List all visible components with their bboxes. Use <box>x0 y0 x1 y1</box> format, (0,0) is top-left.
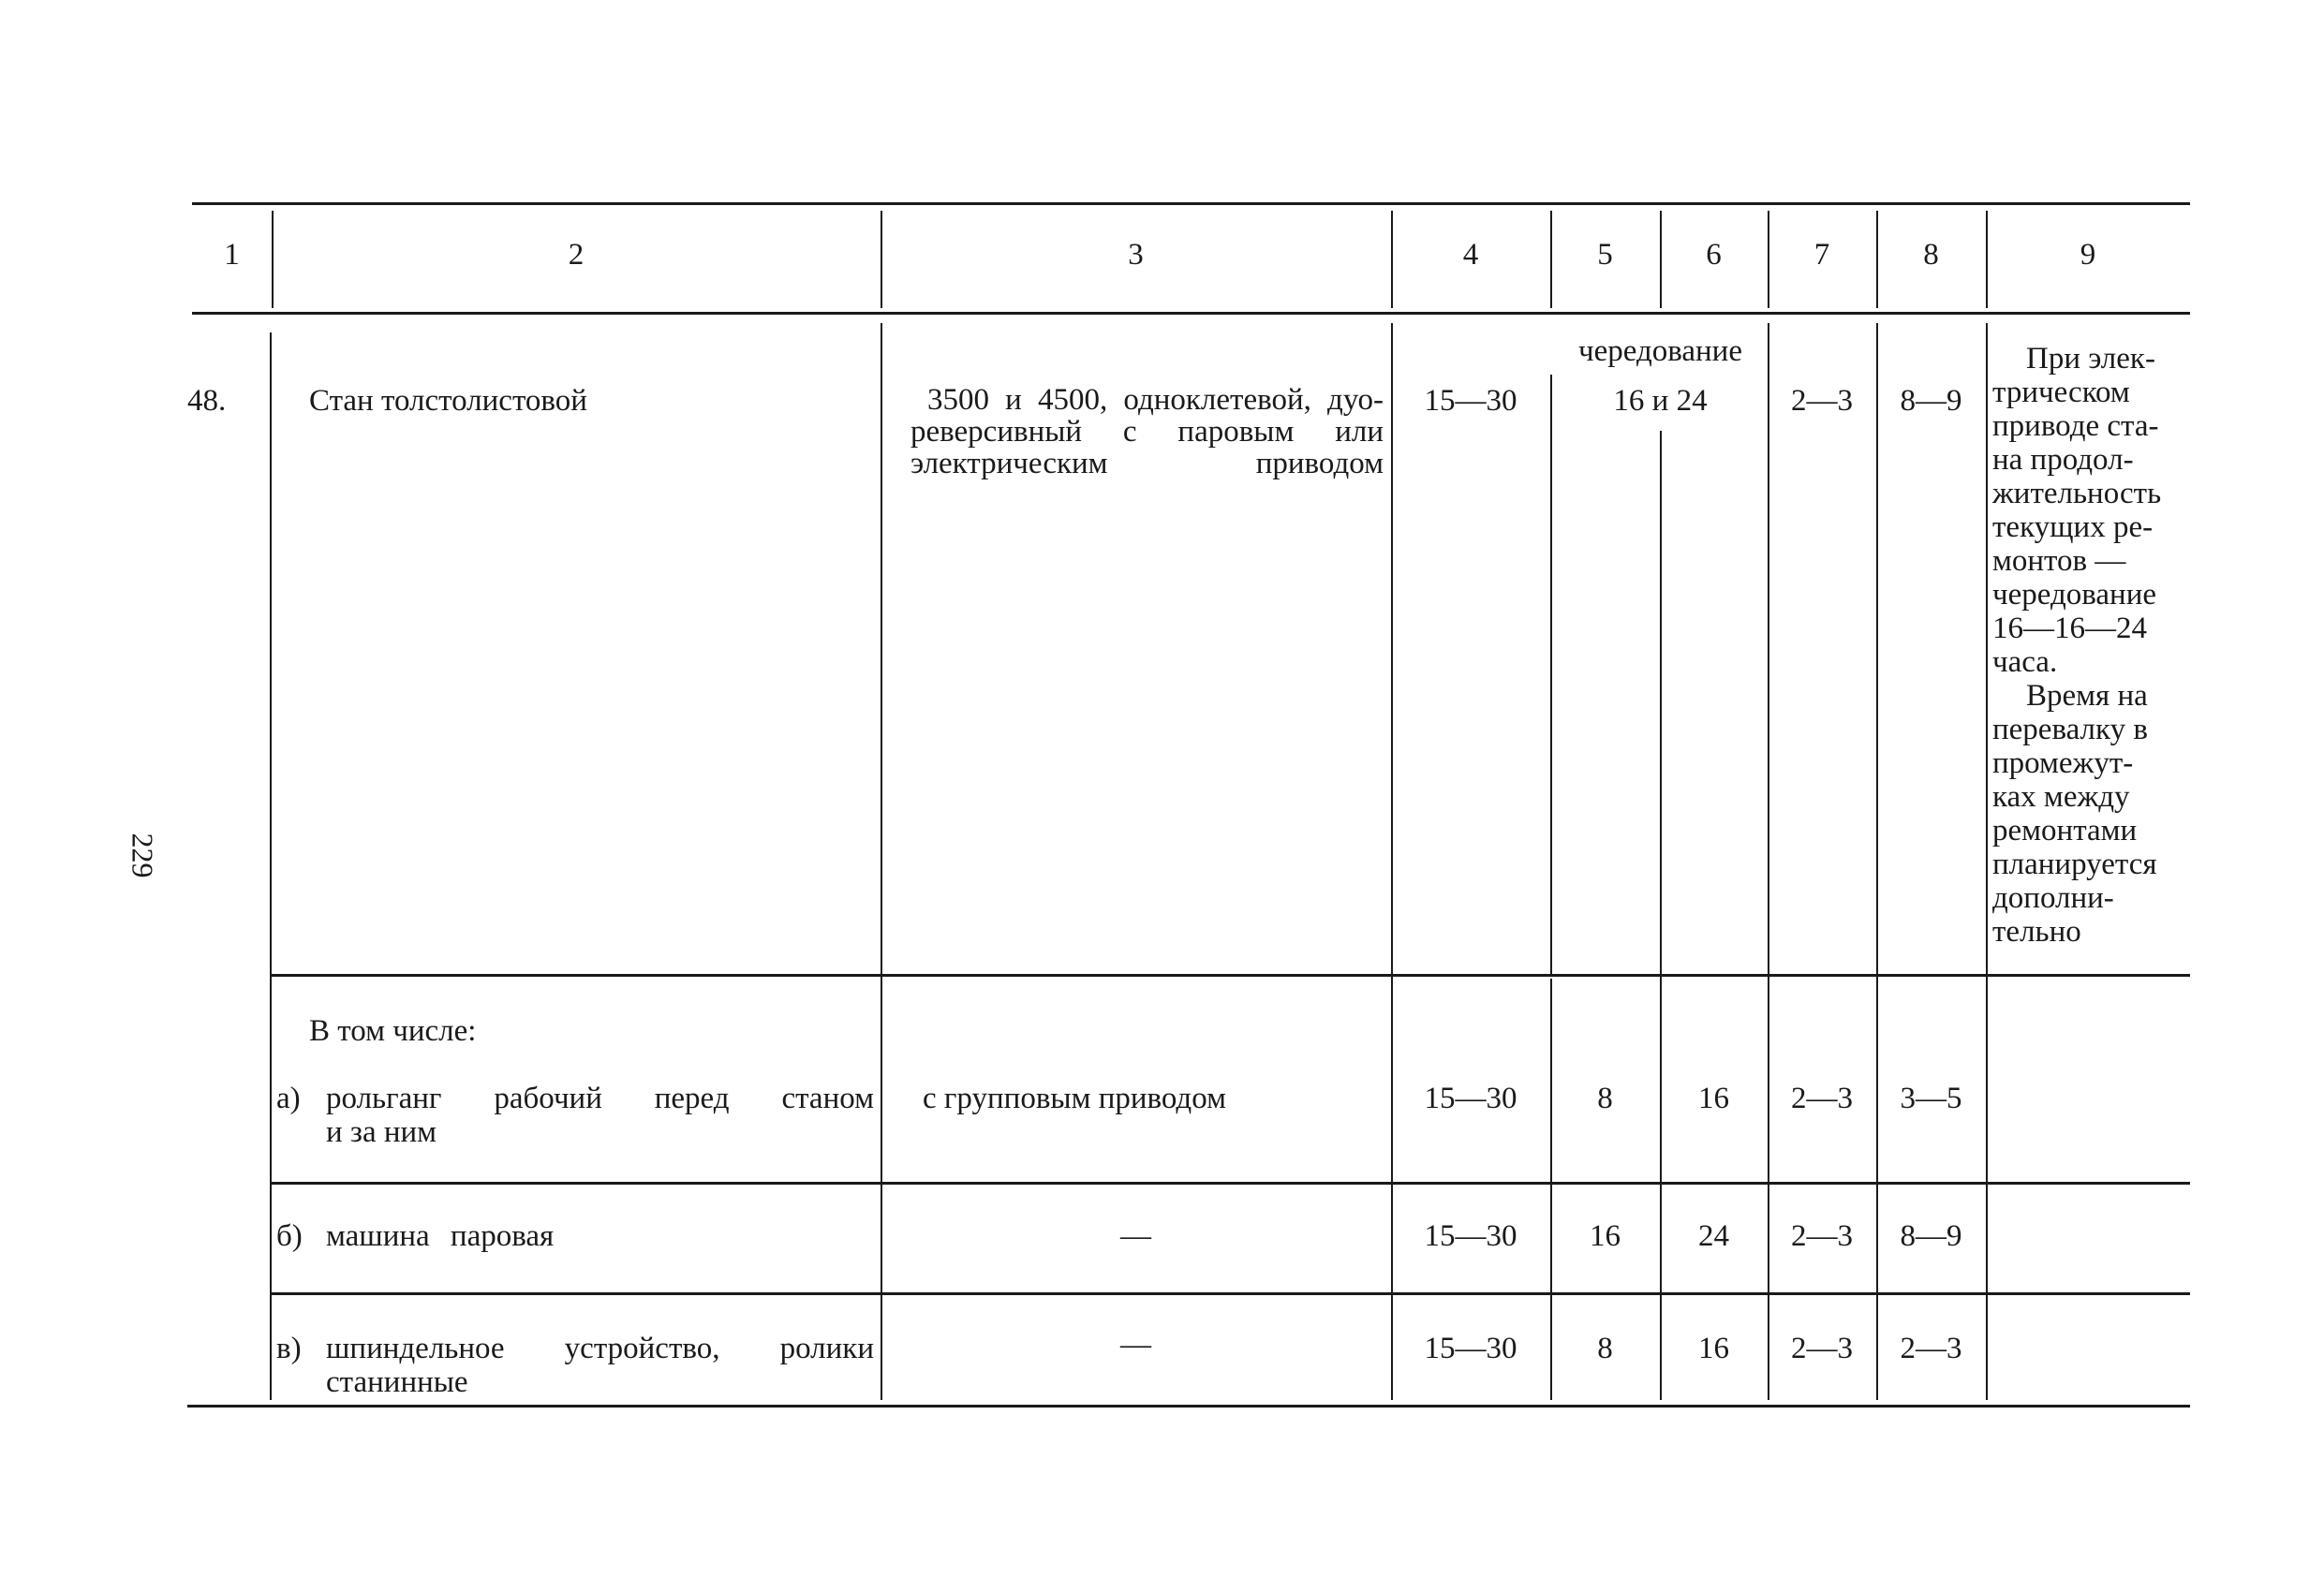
row-col7: 2—3 <box>1791 384 1853 418</box>
row-col56-header: чередование <box>1577 334 1742 368</box>
header-col-2: 2 <box>568 238 585 272</box>
note-line: дополни- <box>1992 881 2114 915</box>
note-line: При элек- <box>2026 342 2155 376</box>
sub-row-col3: с групповым приводом <box>923 1082 1226 1115</box>
sub-row-col7: 2—3 <box>1791 1332 1853 1365</box>
vline-b-5 <box>1660 431 1662 1400</box>
sub-row-name-cont: станинные <box>326 1365 468 1399</box>
sub-row-col6: 16 <box>1698 1082 1729 1115</box>
note-line: часа. <box>1992 645 2058 679</box>
sub-row-col4: 15—30 <box>1424 1082 1517 1115</box>
note-line: промежут- <box>1992 746 2134 780</box>
sub-row-col5: 8 <box>1597 1332 1613 1365</box>
header-col-5: 5 <box>1597 238 1613 272</box>
sub-row-col6: 24 <box>1698 1219 1729 1253</box>
rule-row-b-bottom <box>272 1292 2190 1295</box>
row-description: 3500 и 4500, одноклетевой, дуо-реверсивный с паровым или электрическим приводом <box>910 383 1384 480</box>
note-line: текущих ре- <box>1992 510 2154 544</box>
note-line: ремонтами <box>1992 814 2138 848</box>
rule-table-bottom <box>187 1405 2190 1408</box>
header-col-6: 6 <box>1706 238 1722 272</box>
sub-row-col6: 16 <box>1698 1332 1729 1365</box>
note-line: ках между <box>1992 780 2130 814</box>
sub-row-col8: 3—5 <box>1900 1082 1962 1115</box>
sub-row-name: машина паровая <box>326 1219 555 1253</box>
header-col-3: 3 <box>1128 238 1144 272</box>
sub-row-label: б) <box>276 1219 303 1253</box>
row-note <box>1992 342 2189 949</box>
header-col-9: 9 <box>2080 238 2096 272</box>
sub-row-col4: 15—30 <box>1424 1219 1517 1253</box>
sub-row-name: шпиндельное устройство, ролики <box>326 1332 874 1365</box>
note-line: трическом <box>1992 376 2130 409</box>
note-line: монтов — <box>1992 544 2126 578</box>
sub-row-col3: — <box>1120 1219 1151 1253</box>
note-line: жительность <box>1992 477 2162 510</box>
sub-row-name: рольганг рабочий перед станом <box>326 1082 874 1115</box>
sub-row-col8: 2—3 <box>1900 1332 1962 1365</box>
rule-row-a-bottom <box>272 1182 2190 1185</box>
note-line: перевалку в <box>1992 713 2148 746</box>
rule-header-bottom <box>192 312 2190 315</box>
note-line: приводе ста- <box>1992 409 2159 443</box>
sub-header: В том числе: <box>309 1014 477 1048</box>
header-col-4: 4 <box>1462 238 1479 272</box>
sub-row-col5: 8 <box>1597 1082 1613 1115</box>
note-line: планируется <box>1992 848 2157 881</box>
vline-b-8 <box>1986 323 1988 1400</box>
sub-row-col5: 16 <box>1590 1219 1621 1253</box>
row-col8: 8—9 <box>1900 384 1962 418</box>
vline-b-4a <box>1550 375 1552 974</box>
vline-b-1 <box>270 332 272 1400</box>
header-col-8: 8 <box>1923 238 1939 272</box>
note-line: Время на <box>2026 679 2148 713</box>
row-name: Стан толстолистовой <box>309 384 587 418</box>
sub-row-col7: 2—3 <box>1791 1219 1853 1253</box>
row-number: 48. <box>187 384 227 418</box>
sub-row-col3: — <box>1120 1328 1151 1362</box>
sub-row-col7: 2—3 <box>1791 1082 1853 1115</box>
header-col-7: 7 <box>1813 238 1830 272</box>
rule-row48-bottom <box>272 974 2190 977</box>
sub-row-label: в) <box>276 1332 302 1365</box>
row-col56-value: 16 и 24 <box>1613 384 1708 418</box>
note-line: на продол- <box>1992 443 2134 477</box>
sub-row-col4: 15—30 <box>1424 1332 1517 1365</box>
note-line: тельно <box>1992 915 2081 949</box>
note-line: 16—16—24 <box>1992 612 2147 645</box>
note-line: чередование <box>1992 578 2157 612</box>
header-col-1: 1 <box>224 238 240 272</box>
row-col4: 15—30 <box>1424 384 1517 418</box>
sub-row-col8: 8—9 <box>1900 1219 1962 1253</box>
sub-row-name-cont: и за ним <box>326 1115 437 1149</box>
page-number: 229 <box>126 833 160 878</box>
sub-row-label: а) <box>276 1082 301 1115</box>
rule-top <box>192 202 2190 205</box>
